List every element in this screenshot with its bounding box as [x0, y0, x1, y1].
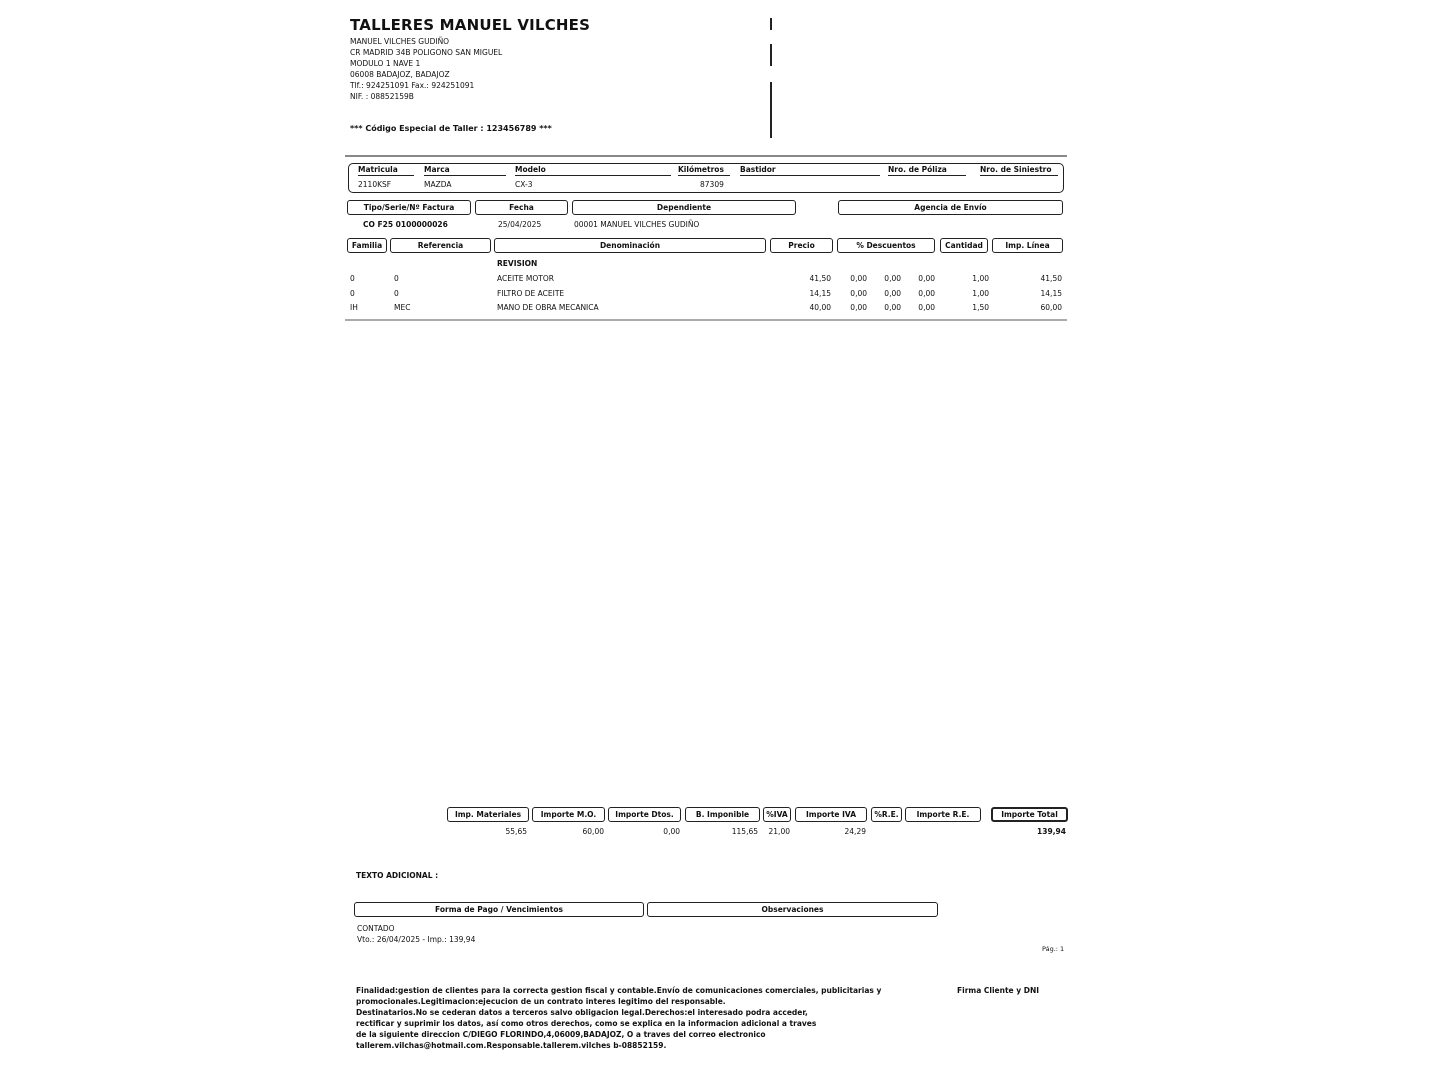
- row-name: MANO DE OBRA MECANICA: [497, 303, 599, 312]
- denomination-header: Denominación: [494, 238, 766, 253]
- row-qty: 1,00: [972, 289, 989, 298]
- labour-header: Importe M.O.: [532, 807, 605, 822]
- row-disc1: 0,00: [850, 289, 867, 298]
- km-value: 87309: [700, 180, 724, 189]
- row-family: 0: [350, 289, 355, 298]
- model-value: CX-3: [515, 180, 533, 189]
- additional-text-label: TEXTO ADICIONAL :: [356, 871, 439, 880]
- legal-line: Finalidad:gestion de clientes para la correcta gestion fiscal y contable.Envío de comunicaciones comerciales, publicitarias y: [356, 986, 882, 995]
- row-disc1: 0,00: [850, 303, 867, 312]
- taxable-base-header: B. Imponible: [685, 807, 760, 822]
- labour-value: 60,00: [582, 827, 604, 836]
- company-line: CR MADRID 34B POLIGONO SAN MIGUEL: [350, 48, 503, 57]
- dependent-value: 00001 MANUEL VILCHES GUDIÑO: [574, 220, 700, 229]
- vat-pct-header: %IVA: [763, 807, 791, 822]
- row-name: FILTRO DE ACEITE: [497, 289, 565, 298]
- table-row: [345, 303, 1067, 317]
- special-code: *** Código Especial de Taller : 123456789 ***: [350, 124, 552, 133]
- legal-notice: [356, 985, 916, 1051]
- invoice-date: 25/04/2025: [498, 220, 542, 229]
- table-row: [345, 289, 1067, 303]
- legal-line: de la siguiente direccion C/DIEGO FLORINDO,4,06009,BADAJOZ, O a traves del correo electronico: [356, 1030, 766, 1039]
- observations-header: Observaciones: [647, 902, 938, 917]
- line-amount-header: Imp. Línea: [992, 238, 1063, 253]
- price-header: Precio: [770, 238, 833, 253]
- row-disc2: 0,00: [884, 303, 901, 312]
- row-disc1: 0,00: [850, 274, 867, 283]
- re-amount-header: Importe R.E.: [905, 807, 981, 822]
- brand-label: Marca: [424, 165, 506, 176]
- total-value: 139,94: [1037, 827, 1066, 836]
- row-ref: MEC: [394, 303, 411, 312]
- taxable-base-value: 115,65: [731, 827, 758, 836]
- legal-line: promocionales.Legitimacion:ejecucion de un contrato interes legitimo del responsable.: [356, 997, 726, 1006]
- company-name: TALLERES MANUEL VILCHES: [350, 16, 591, 34]
- invoice-date-header: Fecha: [475, 200, 568, 215]
- vat-amount-value: 24,29: [844, 827, 866, 836]
- row-disc3: 0,00: [918, 289, 935, 298]
- row-ref: 0: [394, 289, 399, 298]
- payment-details: [357, 923, 475, 945]
- vat-amount-header: Importe IVA: [795, 807, 867, 822]
- materials-header: Imp. Materiales: [447, 807, 529, 822]
- discounts-value: 0,00: [663, 827, 680, 836]
- legal-line: rectificar y suprimir los datos, así como otros derechos, como se explica en la informacion adicional a traves: [356, 1019, 817, 1028]
- legal-line: Destinatarios.No se cederan datos a terceros salvo obligacion legal.Derechos:el interesado podra acceder,: [356, 1008, 808, 1017]
- family-header: Familia: [347, 238, 387, 253]
- client-divider-top: [770, 18, 772, 30]
- row-amount: 60,00: [1040, 303, 1062, 312]
- claim-label: Nro. de Siniestro: [980, 165, 1058, 176]
- row-price: 40,00: [809, 303, 831, 312]
- company-line: Tlf.: 924251091 Fax.: 924251091: [350, 81, 475, 90]
- quantity-header: Cantidad: [940, 238, 988, 253]
- discounts-header: % Descuentos: [837, 238, 935, 253]
- company-address: [350, 36, 502, 102]
- policy-label: Nro. de Póliza: [888, 165, 966, 176]
- section-title: REVISION: [497, 259, 538, 268]
- re-pct-header: %R.E.: [871, 807, 902, 822]
- km-label: Kilómetros: [678, 165, 730, 176]
- model-label: Modelo: [515, 165, 671, 176]
- signature-label: Firma Cliente y DNI: [957, 986, 1040, 995]
- row-family: IH: [350, 303, 358, 312]
- row-price: 41,50: [809, 274, 831, 283]
- materials-value: 55,65: [505, 827, 527, 836]
- row-amount: 41,50: [1040, 274, 1062, 283]
- plate-value: 2110KSF: [358, 180, 392, 189]
- payment-header: Forma de Pago / Vencimientos: [354, 902, 644, 917]
- dependent-header: Dependiente: [572, 200, 796, 215]
- total-amount-header: Importe Total: [991, 807, 1068, 822]
- client-divider: [770, 44, 772, 66]
- row-disc2: 0,00: [884, 274, 901, 283]
- legal-line: tallerem.vilchas@hotmail.com.Responsable.tallerem.vilches b-08852159.: [356, 1041, 667, 1050]
- plate-label: Matricula: [358, 165, 414, 176]
- brand-value: MAZDA: [424, 180, 452, 189]
- company-line: MANUEL VILCHES GUDIÑO: [350, 37, 450, 46]
- company-line: 06008 BADAJOZ, BADAJOZ: [350, 70, 450, 79]
- chassis-label: Bastidor: [740, 165, 880, 176]
- discounts-total-header: Importe Dtos.: [608, 807, 681, 822]
- header-separator: [345, 155, 1067, 157]
- table-end-separator: [345, 319, 1067, 321]
- reference-header: Referencia: [390, 238, 491, 253]
- client-divider-lower: [770, 82, 772, 138]
- row-disc2: 0,00: [884, 289, 901, 298]
- row-disc3: 0,00: [918, 303, 935, 312]
- agency-header: Agencia de Envío: [838, 200, 1063, 215]
- page-number: Pág.: 1: [1042, 945, 1065, 953]
- row-amount: 14,15: [1040, 289, 1062, 298]
- row-name: ACEITE MOTOR: [497, 274, 554, 283]
- vat-pct-value: 21,00: [768, 827, 790, 836]
- payment-method: CONTADO: [357, 924, 395, 933]
- row-ref: 0: [394, 274, 399, 283]
- row-price: 14,15: [809, 289, 831, 298]
- table-row: [345, 274, 1067, 288]
- payment-due: Vto.: 26/04/2025 - Imp.: 139,94: [357, 935, 476, 944]
- row-qty: 1,50: [972, 303, 989, 312]
- row-qty: 1,00: [972, 274, 989, 283]
- company-line: NIF. : 08852159B: [350, 92, 414, 101]
- invoice-number: CO F25 0100000026: [363, 220, 448, 229]
- row-family: 0: [350, 274, 355, 283]
- invoice-type-header: Tipo/Serie/Nº Factura: [347, 200, 471, 215]
- company-line: MODULO 1 NAVE 1: [350, 59, 421, 68]
- row-disc3: 0,00: [918, 274, 935, 283]
